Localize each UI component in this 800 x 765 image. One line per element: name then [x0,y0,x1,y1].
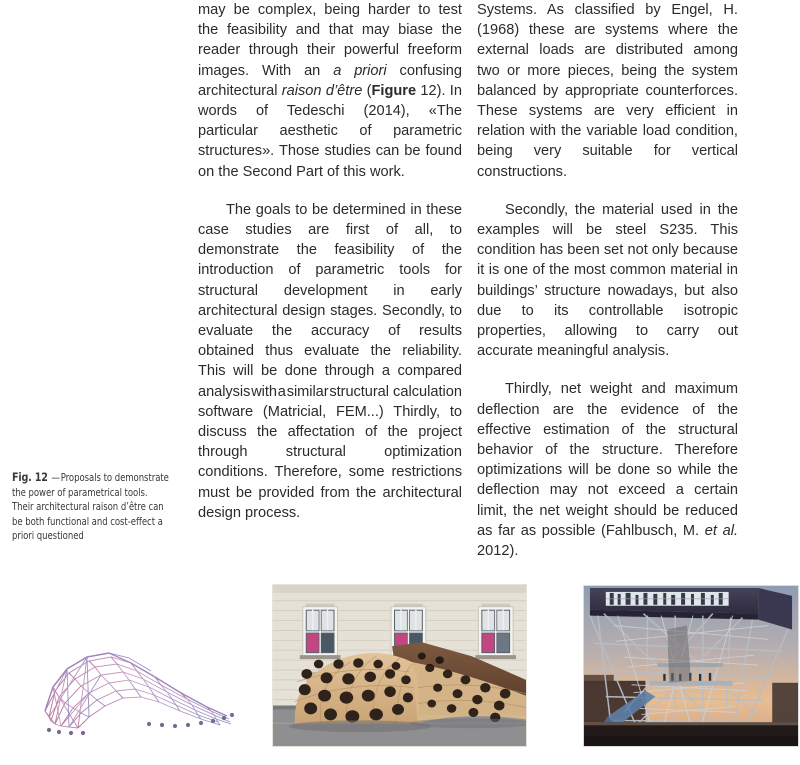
figure-steel-truss-building-photo [583,585,799,747]
figure-timber-pavilion-photo [272,584,527,747]
text-run: Thirdly, net weight and maximum deflection are the evidence of the effective estimation of the structural behavior of the structure. Therefore optimizations will be done so while the deflection may not exceed a certain limit, the net weight should be reduced as far as possible (Fahlbusch, M. [477,381,738,539]
caption-text: Proposals to demonstrate the power of parametrical tools. Their architectural raison d’être can be both functional and cost-effect a priori questioned [12,472,169,543]
text-run: The goals to be determined in these case studies are first of all, to demonstrate the feasibility of the introduction of parametric tools for structural development in early architectural design stages. Secondly, to evaluate the accuracy of results obtained thus evaluate the reliability. This will be done through a [198,201,462,380]
text-run: confusing architectural [198,62,463,99]
text-run: Secondly, the material used in the examples will be steel S235. This condition has been set not only because it is one of the most common material in buildings’ structure nowadays, but also due to its controllable isotropic properties, allowing to carry out accurate meaningful analysis. [477,201,738,360]
paragraph [198,200,462,523]
emphasis-bold: Figure [371,82,417,99]
text-column-middle [198,0,462,523]
wireframe-illustration [31,631,243,743]
emphasis-italic: raison d’être [281,82,363,99]
figure-parametric-wireframe-render [31,631,243,743]
text-column-right [477,0,738,561]
text-run: ( [362,82,372,99]
text-run: may be complex, being harder to test the feasibility and that may biase the reader through their powerful freeform images. With an [198,2,462,79]
paragraph [198,0,462,182]
emphasis-italic: et al. [704,522,739,539]
text-run: 2012). [477,543,519,560]
text-run: calculation software (Matricial, FEM...) Thirdly, to discuss the affectation of the project through structural optimization conditions. Therefore, some restrictions must be provided from the architectural design process. [198,383,462,521]
pavilion-photo-illustration [273,585,526,746]
paragraph [477,200,738,362]
caption-dash: — [51,472,60,484]
text-run: Systems. As classified by Engel, H. (1968) these are systems where the external loads are distributed among two or more pieces, being the system balanced by appropriate counterforces. These systems are very efficient in relation with the variable load condition, being very suitable for vertical constructions. [477,2,738,180]
text-run: 12). In words of Tedeschi (2014), «The particular aesthetic of parametric structures». Those studies can be found on the Second Part of this work. [198,82,462,180]
figure-caption [12,470,170,544]
figure-number: Fig. 12 [12,470,48,484]
emphasis-italic: a priori [333,62,387,79]
paragraph [477,0,738,182]
text-run-tight: compared analysis with a similar structural [198,363,462,400]
steelframe-photo-illustration [584,586,798,746]
paragraph [477,379,738,561]
